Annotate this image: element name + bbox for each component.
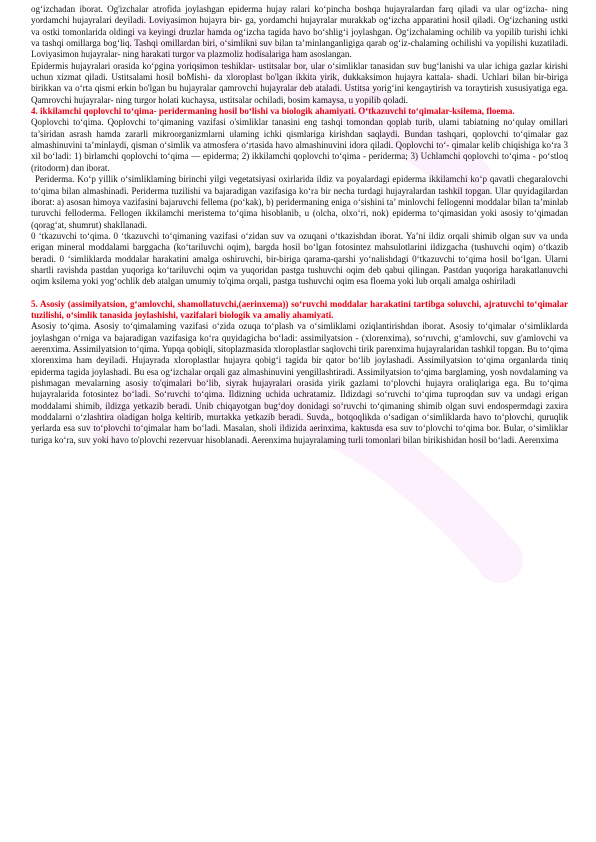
paragraph-stomata-apparatus: og‘izchadan iborat. Og'izchalar atrofida joylashgan epiderma hujay ralari ko‘pincha boshqa hujayralardan farq qiladi va ular og‘izcha- ning yordamchi hujayralari deyiladi. Loviyasimon hujayra bir- ga, yordamchi hujayralar murakkab og‘izcha apparatini hosil qiladi. Og‘izchaning ustki va ostki tomonlarida oldingi va keyingi druzlar hamda og‘izcha tagida havo bo‘shlig‘i joylashgan. Og‘izchalaming ochilib va yopilib turishi ichki va tashqi omillarga bog‘liq. Tashqi omillardan biri, o‘simlikni suv bilan ta’minlanganligiga qarab og‘iz-chalaming ochilishi va yopilishi kuzatiladi. Loviyasimon hujayralar- ning harakati turgor va plazmoliz hodisalariga ham asoslangan.	[31, 4, 568, 60]
document-page	[31, 4, 568, 446]
section-heading-5: 5. Asosiy (assimilyatsion, g‘amlovchi, shamollatuvchi,(aerinxema)) so‘ruvchi moddalar harakatini tartibga soluvchi, ajratuvchi to‘qimalar tuzilishi, o‘simlik tanasida joylashishi, vazifalari biologik va amaliy ahamiyati.	[31, 298, 568, 320]
paragraph-ground-tissue: Asosiy to‘qima. Asosiy to‘qimalaming vazifasi o‘zida ozuqa to‘plash va o‘simliklami oziqlantirishdan iborat. Asosiy to‘qimalar o‘simliklarda joylashgan o‘rniga va bajaradigan vazifasiga ko‘ra quyidagicha bo‘ladi: assimilyatsion - (xlorenxima), so‘ruvchi, g‘amlovchi, suv g'amlovchi va aerenxima. Assimilyatsion to‘qima. Yupqa qobiqli, sitoplazmasida xloroplastlar saqlovchi tirik parenxima hujayralaridan tashkil topgan. Bu to‘qima xlorenxima ham deyiladi. Hujayrada xloroplastlar hujayra qobig‘i tagida bir qator bo‘lib joylashadi. Assimilyatsion to‘qima organlarda tiniq epiderma tagida joylashadi. Bu esa og‘izchalar orqali gaz almashinuvini yengillashtiradi. Assimilyatsion to‘qima barglaming, yosh novdalaming va pishmagan mevalarning asosiy to'qimalari bo‘lib, siyrak hujayralari orasida yirik gazlami to‘plovchi hujayra oraliqlariga ega. Bu to‘qima hujayralarida fotosintez bo‘ladi. So‘ruvchi to‘qima. Ildizning uchida uchratamiz. Ildizdagi so‘ruvchi to‘qima tuproqdan suv va undagi erigan moddalami shimib, ildizga yetkazib beradi. Unib chiqayotgan bug‘doy donidagi so‘ruvchi to‘qimaning shimib olgan suvi endospermdagi zaxira moddalarni o‘zlashtira oladigan holga keltirib, murtakka yetkazib beradi. Suvda,, botqoqlikda o‘sadigan o‘simliklarda havo to‘plovchi, quruqlik yerlarda esa suv to‘plovchi to‘qimalar ham bo‘ladi. Masalan, sholi ildizida aerinxima, kaktusda esa suv to‘plovchi to‘qima bor. Bular, o‘simliklar turiga ko‘ra, suv yoki havo to'plovchi rezervuar hisoblanadi. Aerenxima hujayralaming turli tomonlari bilan birikishidan hosil bo‘ladi. Aerenxima	[31, 321, 568, 445]
paragraph-conducting-tissue: 0 ‘tkazuvchi to‘qima. 0 ‘tkazuvchi to‘qimaning vazifasi o‘zidan suv va ozuqani o‘tkazishdan iborat. Ya’ni ildiz orqali shimib olgan suv va unda erigan mineral moddalami barggacha (ko‘tariluvchi oqim), bargda hosil bo‘lgan fotosintez mahsulotlarini ildizgacha (tushuvchi oqim) o‘tkazib beradi. 0 ‘simliklarda moddalar harakatini amalga oshiruvchi, bir-biriga qarama-qarshi yo‘nalishdagi 0‘tkazuvchi to‘qima hosil bo‘lgan. Ularni shartli ravishda pastdan yuqoriga ko‘tariluvchi oqim va yuqoridan pastga tushuvchi oqim deb qabui qilingan. Pastdan yuqoriga harakatlanuvchi oqim ksilema yoki yog‘ochlik deb atalgan umumiy to'qima orqali, pastga tushuvchi oqim esa floema yoki lub orqali amalga oshiriladi	[31, 230, 568, 287]
blank-line	[31, 288, 568, 299]
paragraph-covering-tissue: Qoplovchi to‘qima. Qoplovchi to‘qimaning vazifasi o'simliklar tanasini eng tashqi tomondan qoplab turib, ulami tabiatning no‘qulay omillari ta’siridan asrash hamda zararli mikroorganizmlarni ulaming ichki qismlariga kirishdan saqlaydi. Bundan tashqari, qoplovchi to‘qimalar gaz almashinuvini ta’minlaydi, qisman o‘simlik va atmosfera o‘rtasida havo almashinuvini idora qiladi. Qoplovchi to‘- qimalar kelib chiqishiga ko‘ra 3 xil bo‘ladi: 1) birlamchi qoplovchi to‘qima — epiderma; 2) ikkilamchi qoplovchi to‘qima - periderma; 3) Uchlamchi qoplovchi to‘qima - po‘stloq (ritodorm) dan iborat.	[31, 117, 568, 173]
section-heading-4: 4. ikkilamchi qoplovchi to‘qima- peridermaning hosil bo‘lishi va biologik ahamiyati. O‘tkazuvchi to‘qimalar-ksilema, floema.	[31, 106, 515, 117]
paragraph-epidermis-stomata: Epidermis hujayralari orasida ko‘pgina yoriqsimon teshiklar- ustitsalar bor, ular o‘simliklar tanasidan suv bug‘lanishi va ular ichiga gazlar kirishi uchun xizmat qiladi. Ustitsalami hosil boMishi- da xloroplast bo'lgan ikkita yirik, dukkaksimon hujayra kattala- shadi. Uchlari bilan bir-biriga birikkan va o‘rta qismi erkin bo'lgan bu hujayralar qamrovchi hujayralar deb ataladi. Ustitsa yorig‘ini kengaytirish va toraytirish xususiyatiga ega. Qamrovchi hujayralar- ning turgor holati kuchaysa, ustitsalar ochiladi, bosim kamaysa, u yopilib qoladi.	[31, 60, 568, 105]
paragraph-periderm: Periderma. Ko‘p yillik o‘simliklaming birinchi yilgi vegetatsiyasi oxirlarida ildiz va poyalardagi epiderma ikkilamchi ko‘p qavatli chegaralovchi to‘qima bilan almashinadi. Periderma tuzilishi va bajaradigan vazifasiga ko‘ra bir necha turdagi hujayralardan tashkil topgan. Ular quyidagilardan iborat: a) asosan himoya vazifasini bajaruvchi fellema (po‘kak), b) peridermaning eniga o‘sishini ta’ minlovchi fellogenni moddalar bilan ta’minlab turuvchi felloderma. Fellogen ikkilamchi meristema to‘qima hisoblanib, u (olcha, olxo‘ri, nok) epiderma to‘qimasidan yoki asosiy to‘qimadan (qorag‘at, shumrut) shakllanadi.	[31, 174, 568, 230]
